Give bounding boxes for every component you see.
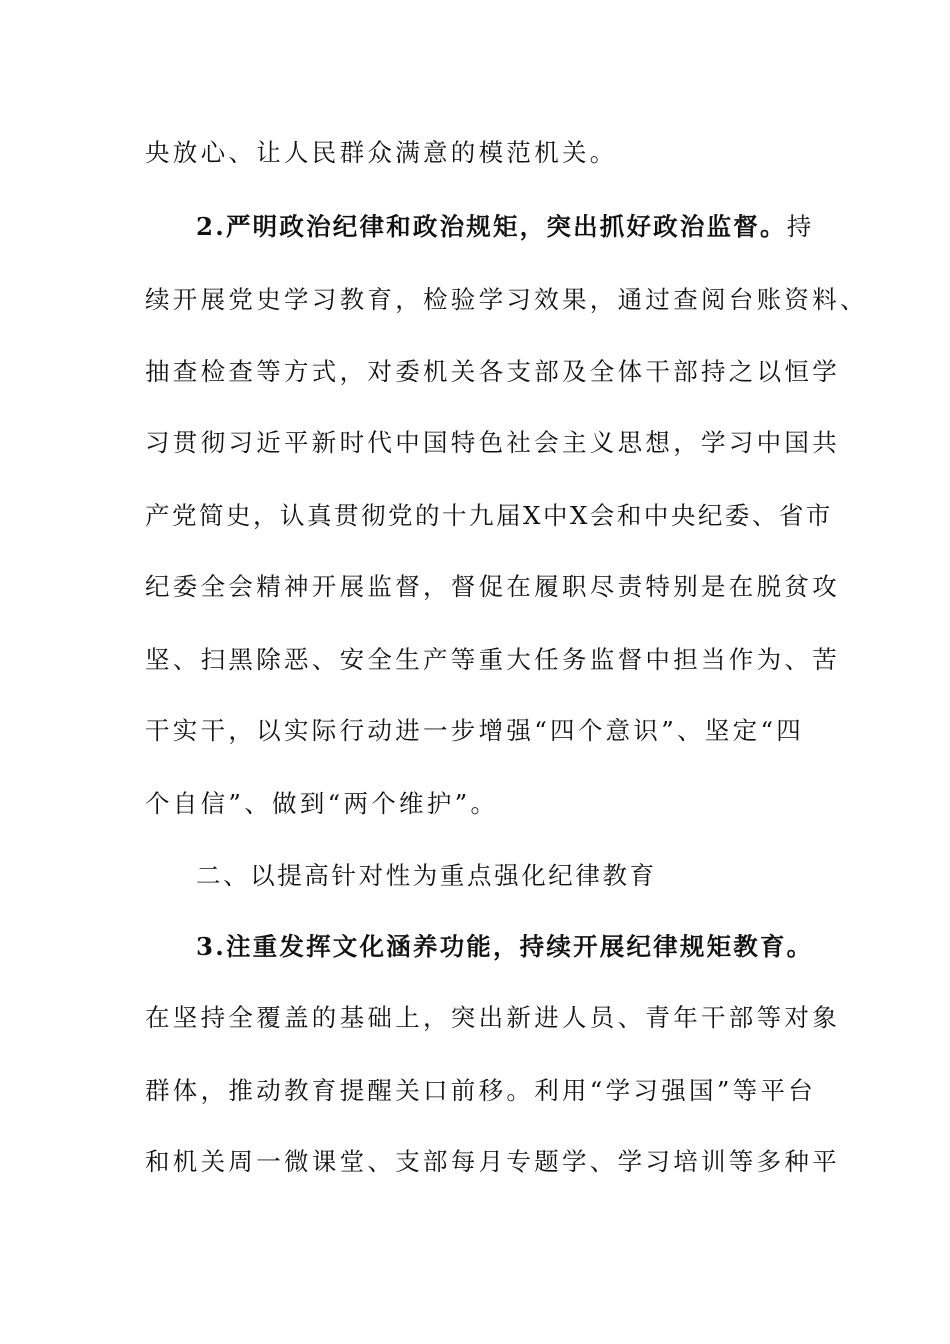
subsection-heading: 3.注重发挥文化涵养功能，持续开展纪律规矩教育。 [196,932,814,961]
paragraph-line: 习贯彻习近平新时代中国特色社会主义思想，学习中国共 [145,428,840,457]
subsection-heading: 2.严明政治纪律和政治规矩，突出抓好政治监督。 [196,212,787,241]
paragraph-line: 个自信”、做到“两个维护”。 [145,789,499,818]
paragraph-line: 纪委全会精神开展监督，督促在履职尽责特别是在脱贫攻 [145,572,840,601]
paragraph-line: 央放心、让人民群众满意的模范机关。 [145,138,618,167]
paragraph-line: 产党简史，认真贯彻党的十九届X中X会和中央纪委、省市 [145,501,833,530]
paragraph-text: 持 [786,212,815,241]
paragraph-line: 坚、扫黑除恶、安全生产等重大任务监督中担当作为、苦 [145,645,840,674]
paragraph-line: 群体，推动教育提醒关口前移。利用“学习强国”等平台 [145,1076,817,1105]
paragraph-line: 抽查检查等方式，对委机关各支部及全体干部持之以恒学 [145,357,840,386]
paragraph-line: 续开展党史学习教育，检验学习效果，通过查阅台账资料、 [145,285,868,314]
paragraph-line: 在坚持全覆盖的基础上，突出新进人员、青年干部等对象 [145,1003,840,1032]
section-heading: 二、以提高针对性为重点强化纪律教育 [196,861,657,890]
paragraph-line: 和机关周一微课堂、支部每月专题学、学习培训等多种平 [145,1147,840,1176]
paragraph-line [196,207,896,247]
paragraph-line: 干实干，以实际行动进一步增强“四个意识”、坚定“四 [145,716,805,745]
